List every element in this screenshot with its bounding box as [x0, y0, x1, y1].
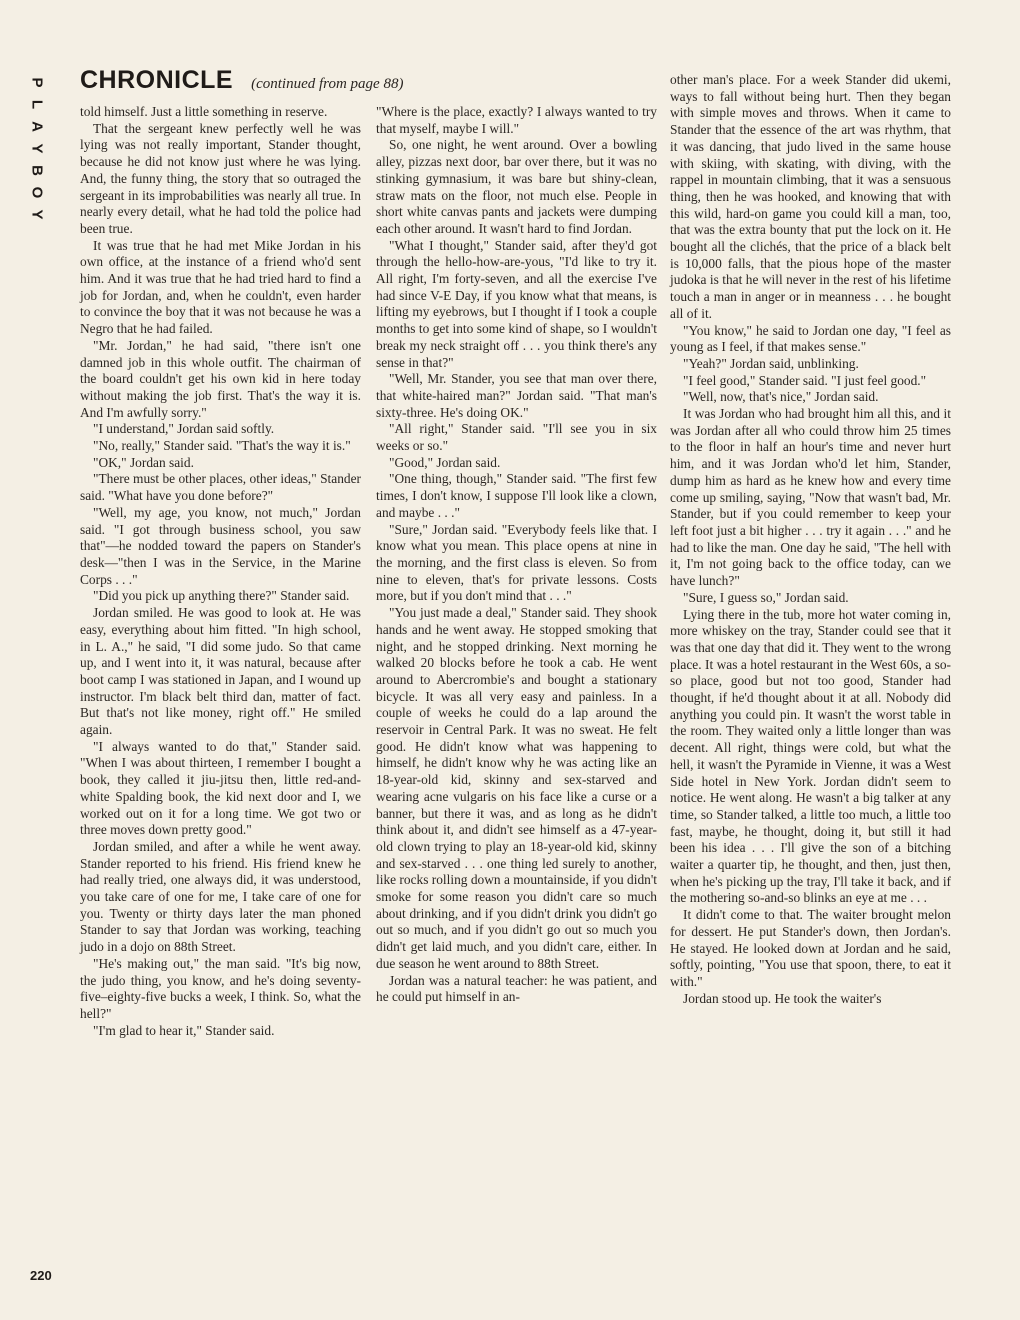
page-number: 220 — [30, 1268, 52, 1283]
paragraph: "One thing, though," Stander said. "The first few times, I don't know, I suppose I'll look like a clown, and maybe . . ." — [376, 471, 657, 520]
paragraph: told himself. Just a little something in reserve. — [80, 104, 328, 119]
paragraph: "No, really," Stander said. "That's the way it is." — [93, 438, 351, 454]
paragraph: "OK," Jordan said. — [93, 454, 194, 470]
text-column-1 — [80, 104, 361, 1280]
paragraph: "I understand," Jordan said softly. — [93, 421, 275, 437]
paragraph: "Did you pick up anything there?" Stander said. — [93, 588, 350, 604]
paragraph: It was true that he had met Mike Jordan in his own office, at the instance of a friend who'd sent him. And it was true that he had tried hard to find a job for Jordan, and, when he couldn't, even harder to convince the boy that it was not because he was a Negro that he had failed. — [80, 237, 361, 337]
paragraph: "Sure," Jordan said. "Everybody feels like that. I know what you mean. This place opens at nine in the morning, and the first class is eleven. So from nine to eleven, that's for private lessons. Costs more, but if you don't mind that . . ." — [376, 521, 657, 604]
paragraph: "Well, now, that's nice," Jordan said. — [683, 389, 879, 405]
paragraph: "What I thought," Stander said, after they'd got through the hello-how-are-yous, "I'd like to try it. All right, I'm forty-seven, and all the exercise I've had since V-E Day, if you know what that means, is lifting my eyebrows, but I thought if I took a couple months to get into some kind of shape, so I wouldn't break my neck straight off . . . you think there's any sense in that?" — [376, 237, 657, 370]
paragraph: It didn't come to that. The waiter brought melon for dessert. He put Stander's down, then Jordan's. He stayed. He looked down at Jordan and he said, softly, pointing, "You use that spoon, there, to eat it with." — [670, 907, 951, 989]
section-header — [80, 66, 640, 102]
paragraph: So, one night, he went around. Over a bowling alley, pizzas next door, bar over there, but it was no stinking gymnasium, it was bare but shiny-clean, straw mats on the floor, not much else. People in short white canvas pants and jackets were dumping each other around. It wasn't hard to find Jordan. — [376, 137, 657, 236]
paragraph: "I'm glad to hear it," Stander said. — [93, 1022, 275, 1038]
paragraph: "Well, Mr. Stander, you see that man over there, that white-haired man?" Jordan said. "That man's sixty-three. He's doing OK." — [376, 371, 657, 420]
paragraph: "All right," Stander said. "I'll see you in six weeks or so." — [376, 421, 657, 454]
paragraph: "Yeah?" Jordan said, unblinking. — [683, 355, 859, 371]
paragraph: "He's making out," the man said. "It's big now, the judo thing, you know, and he's doing seventy-five–eighty-five bucks a week, I think. So, what the hell?" — [80, 955, 361, 1021]
paragraph: "Where is the place, exactly? I always wanted to try that myself, maybe I will." — [376, 104, 657, 136]
paragraph: "You just made a deal," Stander said. They shook hands and he went away. He stopped smoking that night, and he stopped drinking. Next morning he walked 20 blocks before he took a cab. He went around to Abercrombie's and bought a stationary bicycle. It was all very easy and painless. In a couple of weeks he could do a lap around the reservoir in Central Park. It was no sweat. He felt good. He didn't know what was happening to himself, he didn't know why he was acting like an 18-year-old kid, skinny and sex-starved and wearing acne vulgaris on his face like a curse or a banner, but there it was, and as long as he didn't think about it, and didn't see himself as a 47-year-old clown trying to play an 18-year-old kid, skinny and sex-starved . . . one thing led surely to another, like rocks rolling down a mountainside, if you didn't smoke for some reason you didn't care so much about drinking, and if you didn't drink you didn't go out so much, and if you didn't go out so much you didn't get laid much, and you didn't care, either. In due season he went around to 88th Street. — [376, 605, 657, 971]
paragraph: "You know," he said to Jordan one day, "I feel as young as I feel, if that makes sense." — [670, 322, 951, 355]
paragraph: Jordan smiled, and after a while he went away. Stander reported to his friend. His friend knew he had really tried, one always did, it was understood, you take care of one for me, I take care of one for you. Twenty or thirty days later the man phoned Stander to say that Jordan was working, teaching judo in a dojo on 88th Street. — [80, 838, 361, 955]
text-column-3 — [670, 72, 951, 1282]
continued-note: (continued from page 88) — [251, 76, 404, 92]
paragraph: "I feel good," Stander said. "I just feel good." — [683, 372, 927, 388]
paragraph: "Well, my age, you know, not much," Jordan said. "I got through business school, you saw that"—he nodded toward the papers on Stander's desk—"then I was in the Service, in the Marine Corps . . ." — [80, 504, 361, 587]
paragraph: Lying there in the tub, more hot water coming in, more whiskey on the tray, Stander could see that it was that one day that did it. They went to the wrong place. It was a hotel restaurant in the West 60s, a so-so place, good but not too good, Stander had thought, if he'd thought about it at all. Nobody did anything you could pin. It wasn't the worst table in the room. They waited only a little longer than was decent. All right, things were cold, but what the hell, it wasn't the Pyramide in Vienne, it was a West Side hotel in New York. Jordan didn't seem to notice. He went along. He wasn't a big talker at any time, so Stander talked, a little too much, a little too fast, maybe, he thought, doing it, but still it had been his idea . . . I'll give the son of a bitching waiter a quarter tip, he thought, and then, just then, when he's picking up the tray, I'll take it back, and if the mothering so-and-so blinks an eye at me . . . — [670, 606, 951, 906]
paragraph: "I always wanted to do that," Stander said. "When I was about thirteen, I remember I bought a book, they called it jiu-jitsu then, little red-and-white Spalding book, the kid next door and I, we worked out on it for a long time. We got two or three moves down pretty good." — [80, 738, 361, 838]
paragraph: "Good," Jordan said. — [389, 454, 501, 470]
paragraph: Jordan stood up. He took the waiter's — [683, 990, 882, 1006]
text-column-2 — [376, 104, 657, 1280]
paragraph: "There must be other places, other ideas," Stander said. "What have you done before?" — [80, 471, 361, 504]
masthead-letters: P L A Y B O Y — [28, 77, 46, 221]
paragraph: Jordan smiled. He was good to look at. He was easy, everything about him fitted. "In high school, in L. A.," he said, "I did some judo. So that came up, and I went into it, it was natural, because after boot camp I was stationed in Japan, and I wound up instructor. I'm black belt third dan, matter of fact. But that's not like money, right off." He smiled again. — [80, 605, 361, 738]
section-title: CHRONICLE — [80, 66, 234, 94]
paragraph: Jordan was a natural teacher: he was patient, and he could put himself in an- — [376, 972, 657, 1005]
paragraph: "Sure, I guess so," Jordan said. — [683, 589, 849, 605]
paragraph: It was Jordan who had brought him all this, and it was Jordan after all who could throw him 25 times to the floor in half an hour's time and never hurt him, and it was Jordan who'd let him, Stander, dump him as hard as he knew how and every time come up smiling, saying, "Now that wasn't bad, Mr. Stander, but if you could remember to keep your left foot just a bit higher . . . try it again . . ." and he had to like the man. One day he said, "The hell with it, I'm not going back to the office today, can we have lunch?" — [670, 406, 951, 589]
paragraph: other man's place. For a week Stander did ukemi, ways to fall without being hurt. Then they began with simple moves and throws. When it came to Stander that the essence of the art was rhythm, that it was dancing, that judo lived in the same house with skiing, with skating, with diving, with the rappel in mountain climbing, that it was a sensuous thing, then he was hooked, and knowing that with this wild, hard-on game you could kill a man, too, that was the extra bounty that put the lock on it. He bought all the clichés, that the price of a black belt is 10,000 falls, that the pious hope of the master judoka is that he will never in the rest of his lifetime touch a man in anger or in meanness . . . he bought all of it. — [670, 72, 951, 321]
paragraph: That the sergeant knew perfectly well he was lying was not really important, Stander thought, because he did not know just where he was lying. And, the funny thing, the story that so outraged the sergeant in its improbabilities was nearly all true. In nearly every detail, what he had told the police had been true. — [80, 120, 361, 236]
paragraph: "Mr. Jordan," he had said, "there isn't one damned job in this whole outfit. The chairman of the board couldn't get his own kid in here today without making the job first. That's the way it is. And I'm awfully sorry." — [80, 337, 361, 420]
